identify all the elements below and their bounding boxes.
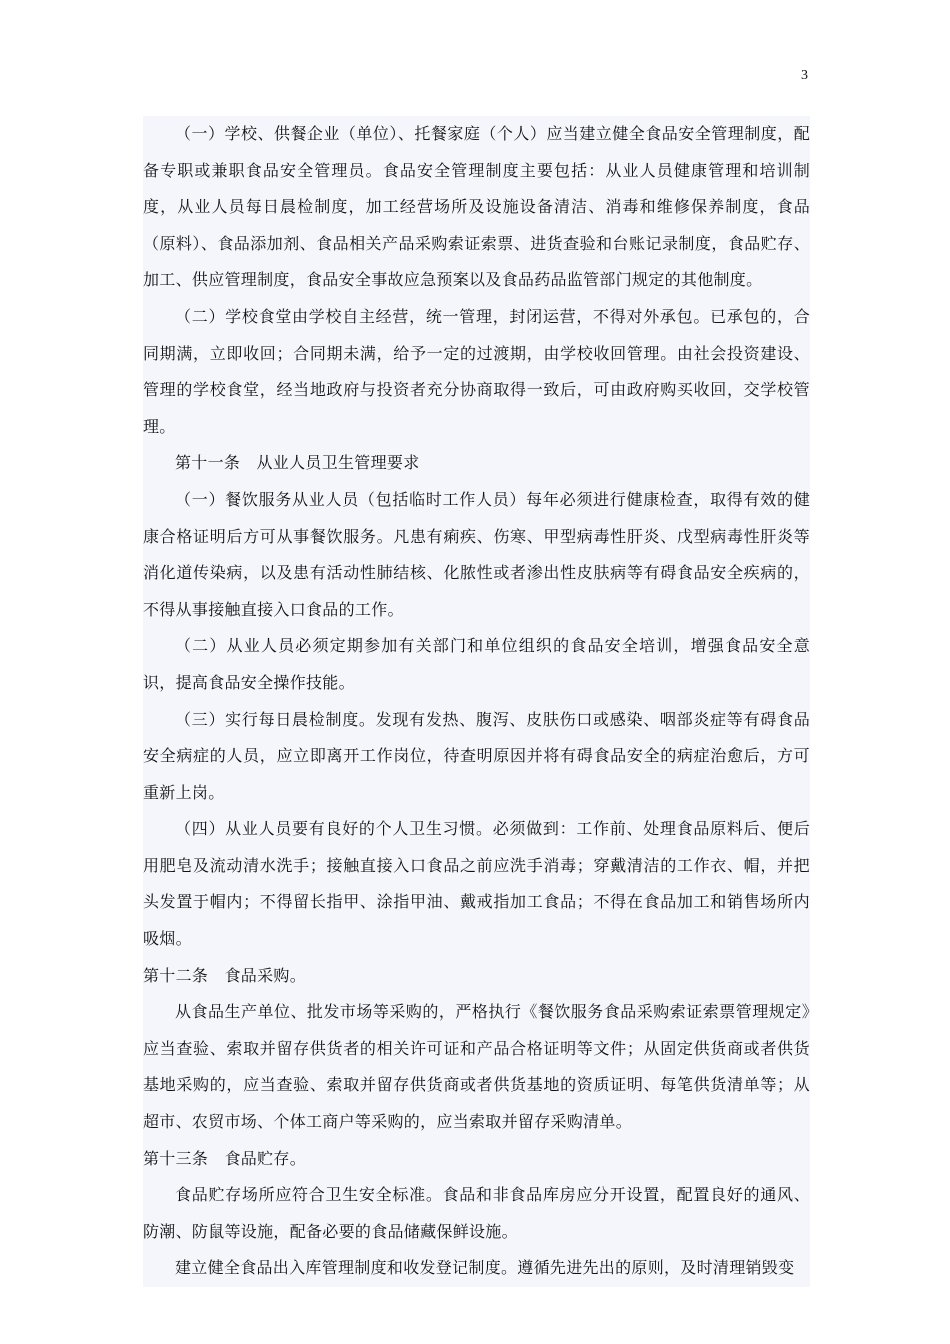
page-number: 3 [801, 68, 808, 83]
article-12-heading: 第十二条 食品采购。 [143, 965, 307, 985]
paragraph-6: （三）实行每日晨检制度。发现有发热、腹泻、皮肤伤口或感染、咽部炎症等有碍食品安全病症的人员，应立即离开工作岗位，待查明原因并将有碍食品安全的病症治愈后，方可重新上岗。 [143, 709, 810, 802]
paragraph-5: （二）从业人员必须定期参加有关部门和单位组织的食品安全培训，增强食品安全意识，提高食品安全操作技能。 [143, 636, 810, 692]
article-13-heading: 第十三条 食品贮存。 [143, 1148, 307, 1168]
paragraph-2: （二）学校食堂由学校自主经营，统一管理，封闭运营，不得对外承包。已承包的，合同期满，立即收回；合同期未满，给予一定的过渡期，由学校收回管理。由社会投资建设、管理的学校食堂，经当地政府与投资者充分协商取得一致后，可由政府购买收回，交学校管理。 [143, 306, 810, 436]
paragraph-9: 从食品生产单位、批发市场等采购的，严格执行《餐饮服务食品采购索证索票管理规定》应当查验、索取并留存供货者的相关许可证和产品合格证明等文件；从固定供货商或者供货基地采购的，应当查验、索取并留存供货商或者供货基地的资质证明、每笔供货清单等；从超市、农贸市场、个体工商户等采购的，应当索取并留存采购清单。 [143, 1002, 810, 1132]
paragraph-11: 食品贮存场所应符合卫生安全标准。食品和非食品库房应分开设置，配置良好的通风、防潮、防鼠等设施，配备必要的食品储藏保鲜设施。 [143, 1185, 810, 1241]
paragraph-12: 建立健全食品出入库管理制度和收发登记制度。遵循先进先出的原则，及时清理销毁变 [175, 1258, 795, 1278]
paragraph-4: （一）餐饮服务从业人员（包括临时工作人员）每年必须进行健康检查，取得有效的健康合格证明后方可从事餐饮服务。凡患有痢疾、伤寒、甲型病毒性肝炎、戊型病毒性肝炎等消化道传染病，以及患有活动性肺结核、化脓性或者渗出性皮肤病等有碍食品安全疾病的，不得从事接触直接入口食品的工作。 [143, 489, 810, 619]
paragraph-7: （四）从业人员要有良好的个人卫生习惯。必须做到：工作前、处理食品原料后、便后用肥皂及流动清水洗手；接触直接入口食品之前应洗手消毒；穿戴清洁的工作衣、帽，并把头发置于帽内；不得留长指甲、涂指甲油、戴戒指加工食品；不得在食品加工和销售场所内吸烟。 [143, 819, 810, 949]
article-11-heading: 第十一条 从业人员卫生管理要求 [175, 453, 420, 473]
paragraph-1: （一）学校、供餐企业（单位）、托餐家庭（个人）应当建立健全食品安全管理制度，配备专职或兼职食品安全管理员。食品安全管理制度主要包括：从业人员健康管理和培训制度，从业人员每日晨检制度，加工经营场所及设施设备清洁、消毒和维修保养制度，食品（原料）、食品添加剂、食品相关产品采购索证索票、进货查验和台账记录制度，食品贮存、加工、供应管理制度，食品安全事故应急预案以及食品药品监管部门规定的其他制度。 [143, 124, 810, 290]
document-body [143, 116, 810, 1287]
